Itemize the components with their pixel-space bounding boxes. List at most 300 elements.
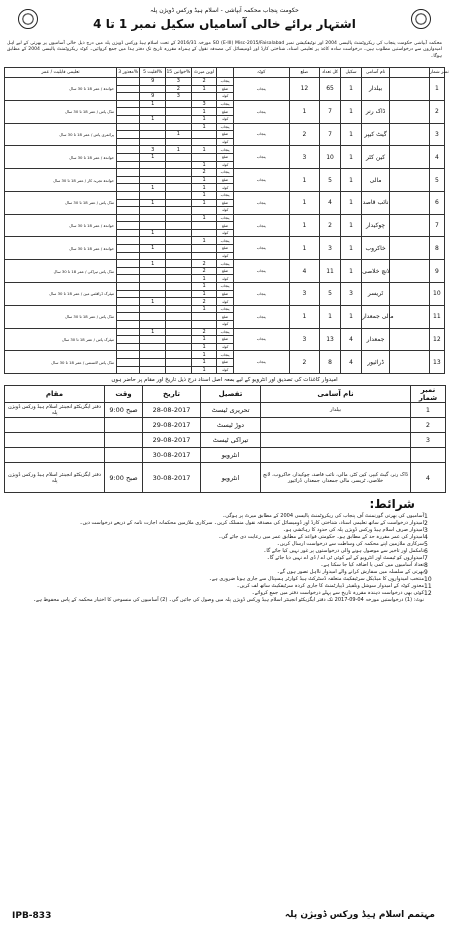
table-cell: 2 [289, 123, 319, 146]
col-disabled: معذور 3% [117, 68, 140, 78]
table-cell [117, 214, 140, 222]
table-cell [140, 290, 166, 298]
table-cell [191, 321, 217, 329]
table-cell: کوٹہ [217, 252, 233, 260]
table-cell: 1 [191, 351, 217, 359]
table-cell [140, 207, 166, 215]
table-cell: 1 [191, 191, 217, 199]
table-cell: 1 [191, 176, 217, 184]
schedule-cell-time: صبح 9:00 [105, 463, 143, 493]
table-cell [140, 237, 166, 245]
schedule-cell-post [261, 448, 411, 463]
table-cell [390, 305, 430, 328]
page-title: اشتہار برائے خالی آسامیاں سکیل نمبر 1 تا 4 [93, 17, 356, 31]
table-cell: 11 [429, 305, 444, 328]
table-cell: پنجاب [217, 214, 233, 222]
table-cell [117, 351, 140, 359]
table-cell: 1 [191, 305, 217, 313]
schedule-cell-date: 28-08-2017 [143, 403, 201, 418]
table-cell [166, 123, 192, 131]
table-cell: 1 [191, 199, 217, 207]
table-cell [166, 290, 192, 298]
table-cell: پنجاب [233, 100, 289, 123]
col-women: خواتین 15% [166, 68, 192, 78]
condition-text: معذور کوٹہ کے امیدوار سوشل ویلفیئر ڈیپارٹمنٹ کا جاری کردہ سرٹیفکیٹ ساتھ لف کریں۔ [236, 583, 424, 590]
table-cell: 9 [429, 260, 444, 283]
table-cell: کوٹہ [217, 321, 233, 329]
table-cell [117, 252, 140, 260]
table-cell: 1 [289, 100, 319, 123]
condition-text: بھرتی کے سلسلہ میں سفارش کرانے والے امیدوار نااہل تصور ہوں گے۔ [276, 569, 424, 576]
table-cell [117, 267, 140, 275]
table-cell: پنجاب [233, 237, 289, 260]
condition-number: 1 [424, 513, 428, 521]
table-cell: 1 [341, 78, 362, 101]
table-cell [390, 237, 430, 260]
table-cell [166, 267, 192, 275]
table-cell [117, 93, 140, 101]
condition-number: 12 [424, 590, 432, 598]
table-cell: کوٹہ [217, 343, 233, 351]
col-scale: سکیل [341, 68, 362, 78]
table-cell [191, 313, 217, 321]
schedule-cell-place: دفتر ایگزیکٹو انجینئر اسلام ہیڈ ورکس ڈویژن پلہ [5, 463, 105, 493]
table-cell: 3 [289, 146, 319, 169]
table-cell [117, 275, 140, 283]
header-line: حکومت پنجاب محکمہ آبپاشی - اسلام ہیڈ ورکس ڈویژن پلہ [150, 7, 299, 14]
table-cell: پنجاب [233, 123, 289, 146]
table-cell [117, 290, 140, 298]
table-cell: 4 [289, 260, 319, 283]
table-cell [140, 169, 166, 177]
table-cell: 1 [191, 146, 217, 154]
table-cell: 4 [429, 146, 444, 169]
table-cell [166, 358, 192, 366]
condition-number [424, 597, 442, 604]
ad-code: IPB-833 [12, 911, 52, 921]
table-cell [166, 138, 192, 146]
condition-text: امیدوار کی عمر مقررہ حد کے مطابق ہو۔ حکومتی قواعد کے مطابق عمر میں رعایت دی جائے گی۔ [218, 534, 424, 541]
table-cell: ضلع [217, 358, 233, 366]
table-cell [140, 123, 166, 131]
table-cell [166, 237, 192, 245]
table-cell [117, 199, 140, 207]
table-cell: 12 [289, 78, 319, 101]
col-part [217, 68, 233, 78]
table-cell [166, 153, 192, 161]
table-cell [191, 138, 217, 146]
table-cell: ضلع [217, 245, 233, 253]
schedule-row [5, 463, 446, 493]
condition-text: امیدوار درخواست کے ساتھ تعلیمی اسناد، شناختی کارڈ اور ڈومیسائل کی مصدقہ نقول منسلک کریں۔ سرکاری ملازمین محکمانہ اجازت نامہ کے ذریعے درخواست دیں۔ [79, 520, 424, 527]
table-cell: 1 [341, 146, 362, 169]
col-total: کل تعداد [320, 68, 341, 78]
table-cell: 3 [166, 78, 192, 86]
table-cell [117, 358, 140, 366]
table-cell [390, 100, 430, 123]
schedule-cell-post [261, 433, 411, 448]
table-cell [117, 169, 140, 177]
table-cell [390, 123, 430, 146]
table-cell [166, 328, 192, 336]
table-cell [117, 237, 140, 245]
condition-text: امیدوار صرف اسلام ہیڈ ورکس ڈویژن پلہ کی حدود کا رہائشی ہو۔ [283, 527, 424, 534]
table-cell: خاکروب [362, 237, 390, 260]
table-cell: 1 [140, 245, 166, 253]
schedule-cell-post [261, 418, 411, 433]
table-cell [140, 283, 166, 291]
condition-number: 2 [424, 520, 428, 528]
table-cell: لانچ خلاصی [362, 260, 390, 283]
table-cell [166, 169, 192, 177]
table-cell [117, 131, 140, 139]
table-cell [166, 115, 192, 123]
advertisement-page [4, 3, 449, 927]
condition-item [4, 583, 445, 590]
table-cell: 5 [320, 169, 341, 192]
table-cell: گیٹ کیپر [362, 123, 390, 146]
table-cell: 1 [191, 237, 217, 245]
table-cell: 1 [140, 328, 166, 336]
schedule-cell-date: 30-08-2017 [143, 463, 201, 493]
table-cell: ضلع [217, 267, 233, 275]
table-cell: 10 [320, 146, 341, 169]
table-cell: ٹریسر [362, 283, 390, 306]
table-cell: کوٹہ [217, 207, 233, 215]
table-cell: پنجاب [217, 123, 233, 131]
table-cell [117, 283, 140, 291]
schedule-cell-date: 29-08-2017 [143, 418, 201, 433]
table-cell: پنجاب [217, 169, 233, 177]
table-cell: 3 [140, 146, 166, 154]
table-cell [140, 176, 166, 184]
table-cell [140, 313, 166, 321]
table-cell: 10 [429, 283, 444, 306]
schedule-cell-sn: 1 [411, 403, 446, 418]
schedule-cell-detail: دوڑ ٹیسٹ [201, 418, 261, 433]
condition-number: 11 [424, 583, 432, 591]
table-cell: 3 [289, 328, 319, 351]
table-cell: ضلع [217, 313, 233, 321]
table-cell: 1 [191, 161, 217, 169]
condition-text: کوئی بھی درخواست دہندہ مقررہ تاریخ سے پہلے درخواست دفتر میں جمع کروائے۔ [251, 590, 424, 597]
table-cell: مڈل پاس تیراکی / عمر 18 تا 30 سال [5, 260, 117, 283]
schedule-cell-place [5, 418, 105, 433]
table-row [5, 100, 445, 108]
table-cell: 1 [140, 199, 166, 207]
table-cell: 1 [341, 260, 362, 283]
schedule-row [5, 418, 446, 433]
table-cell: 2 [429, 100, 444, 123]
table-cell: مڈل پاس / عمر 18 تا 30 سال [5, 305, 117, 328]
schedule-cell-place: دفتر ایگزیکٹو انجینئر اسلام ہیڈ ورکس ڈویژن پلہ [5, 403, 105, 418]
table-cell [117, 85, 140, 93]
table-row [5, 214, 445, 222]
condition-item [4, 576, 445, 583]
table-cell [117, 108, 140, 116]
table-cell: 9 [140, 93, 166, 101]
table-cell: 3 [191, 100, 217, 108]
table-cell [390, 214, 430, 237]
table-cell [140, 343, 166, 351]
table-cell [117, 328, 140, 336]
punjab-seal-icon [411, 9, 431, 29]
table-cell: کوٹہ [217, 184, 233, 192]
table-cell [166, 366, 192, 374]
table-cell [117, 313, 140, 321]
table-cell: 1 [140, 229, 166, 237]
table-cell: 3 [341, 283, 362, 306]
table-cell: 1 [341, 123, 362, 146]
table-cell: مالی جمعدار [362, 305, 390, 328]
table-cell: ضلع [217, 153, 233, 161]
table-cell [166, 108, 192, 116]
table-cell [166, 191, 192, 199]
condition-text: منتخب امیدواروں کا میڈیکل سرٹیفکیٹ متعلقہ ڈسٹرکٹ ہیڈ کوارٹر ہسپتال سے جاری ہونا ضروری ہے۔ [208, 576, 424, 583]
table-cell: 7 [320, 100, 341, 123]
table-cell: 1 [289, 191, 319, 214]
table-cell: 1 [289, 237, 319, 260]
vacancy-table [4, 67, 449, 374]
table-cell [166, 305, 192, 313]
table-cell: 7 [429, 214, 444, 237]
table-cell [166, 214, 192, 222]
col-quota: کوٹہ [233, 68, 289, 78]
col-post-extra [390, 68, 430, 78]
table-cell: جمعدار [362, 328, 390, 351]
table-row [5, 260, 445, 268]
table-cell [191, 252, 217, 260]
table-cell: 5 [429, 169, 444, 192]
table-cell: کوٹہ [217, 93, 233, 101]
table-cell: 8 [429, 237, 444, 260]
table-cell: 6 [429, 191, 444, 214]
table-cell: 1 [140, 153, 166, 161]
table-cell [390, 191, 430, 214]
schedule-cell-detail: تیراکی ٹیسٹ [201, 433, 261, 448]
table-cell: 1 [191, 336, 217, 344]
table-cell [140, 222, 166, 230]
table-cell: 1 [140, 184, 166, 192]
sched-col-detail: تفصیل [201, 386, 261, 403]
schedule-cell-time [105, 448, 143, 463]
table-cell [117, 207, 140, 215]
condition-text: نوٹ: (1) درخواستیں مورخہ 04-09-2017 تک دفتر ایگزیکٹو انجینئر اسلام ہیڈ ورکس ڈویژن پلہ میں وصول کی جائیں گی۔ (2) آسامیوں کی منسوخی کا اختیار محکمہ کے پاس محفوظ ہے۔ [33, 597, 424, 604]
table-cell: 9 [140, 78, 166, 86]
table-cell: پنجاب [233, 146, 289, 169]
table-cell: 3 [166, 93, 192, 101]
condition-number: 7 [424, 555, 428, 563]
table-cell [140, 275, 166, 283]
condition-number: 4 [424, 534, 428, 542]
condition-item [4, 513, 445, 520]
table-cell: 12 [429, 328, 444, 351]
table-cell [191, 229, 217, 237]
schedule-row [5, 448, 446, 463]
condition-number: 5 [424, 541, 428, 549]
table-cell: 1 [166, 146, 192, 154]
table-row [5, 123, 445, 131]
footer [4, 907, 445, 925]
table-cell: 2 [191, 260, 217, 268]
table-cell [117, 336, 140, 344]
table-cell [140, 108, 166, 116]
schedule-row [5, 403, 446, 418]
table-cell: پنجاب [233, 283, 289, 306]
condition-text: تعداد آسامیوں میں کمی یا اضافہ کیا جا سکتا ہے۔ [320, 562, 424, 569]
table-cell [390, 260, 430, 283]
table-cell: 1 [341, 169, 362, 192]
table-cell [166, 176, 192, 184]
table-cell: 3 [429, 123, 444, 146]
sched-col-place: مقام [5, 386, 105, 403]
schedule-cell-place [5, 448, 105, 463]
table-cell [117, 298, 140, 306]
table-cell: 1 [191, 366, 217, 374]
table-cell [191, 222, 217, 230]
table-cell [166, 245, 192, 253]
table-cell [140, 336, 166, 344]
schedule-cell-time [105, 418, 143, 433]
table-cell [390, 328, 430, 351]
table-cell [166, 100, 192, 108]
table-cell: مالی [362, 169, 390, 192]
col-district: ضلع [289, 68, 319, 78]
table-cell [166, 222, 192, 230]
schedule-cell-date: 30-08-2017 [143, 448, 201, 463]
table-cell: 1 [341, 191, 362, 214]
table-cell [166, 275, 192, 283]
table-row [5, 191, 445, 199]
table-cell [117, 222, 140, 230]
table-cell: نائب قاصد [362, 191, 390, 214]
intro-paragraph: محکمہ آبپاشی حکومت پنجاب کی ریکروٹمنٹ پالیسی 2004 اور نوٹیفکیشن نمبر SO (E-III) Misc-2015/Faisalabad مورخہ 2016/31 کے تحت اسلام ہیڈ ورکس ڈویژن پلہ میں درج ذیل خالی آسامیوں پر بھرتی کے لیے اہل امیدواروں سے درخواستیں مطلوب ہیں۔ درخواست سادہ کاغذ پر تعلیمی اسناد، شناختی کارڈ اور ڈومیسائل کی مصدقہ نقول کے ہمراہ مقررہ تاریخ تک دفتر ہذا میں جمع کروائیں۔ کوٹہ ریکروٹمنٹ پالیسی 2004 کے مطابق ہوگا۔ [7, 41, 442, 59]
table-cell: 7 [320, 123, 341, 146]
table-cell: 1 [191, 214, 217, 222]
table-cell: 1 [429, 78, 444, 101]
table-cell [117, 366, 140, 374]
table-row [5, 146, 445, 154]
condition-text: نامکمل اور تاخیر سے موصول ہونے والی درخواستوں پر غور نہیں کیا جائے گا۔ [263, 548, 424, 555]
condition-number: 9 [424, 569, 428, 577]
table-cell: پنجاب [217, 260, 233, 268]
table-cell: مڈل پاس / عمر 18 تا 30 سال [5, 100, 117, 123]
condition-number: 6 [424, 548, 428, 556]
schedule-cell-detail: تحریری ٹیسٹ [201, 403, 261, 418]
table-cell [117, 153, 140, 161]
table-cell: ضلع [217, 336, 233, 344]
schedule-cell-detail: انٹرویو [201, 463, 261, 493]
table-cell: 65 [320, 78, 341, 101]
table-cell: 2 [289, 351, 319, 374]
table-cell [117, 191, 140, 199]
table-cell [117, 138, 140, 146]
table-cell [140, 321, 166, 329]
table-cell [140, 358, 166, 366]
table-row [5, 78, 445, 86]
table-cell [140, 131, 166, 139]
table-cell: 3 [289, 283, 319, 306]
table-cell: مڈل پاس لائسنس / عمر 18 تا 30 سال [5, 351, 117, 374]
table-cell [166, 199, 192, 207]
table-cell [191, 207, 217, 215]
sched-col-post: نام آسامی [261, 386, 411, 403]
table-cell: کوٹہ [217, 366, 233, 374]
table-row [5, 305, 445, 313]
table-cell: پرائمری پاس / عمر 18 تا 30 سال [5, 123, 117, 146]
table-cell [140, 138, 166, 146]
table-cell [140, 366, 166, 374]
table-cell: خواندہ / عمر 18 تا 30 سال [5, 146, 117, 169]
schedule-cell-sn [411, 448, 446, 463]
schedule-cell-sn: 4 [411, 463, 446, 493]
table-cell: پنجاب [233, 328, 289, 351]
schedule-cell-sn: 3 [411, 433, 446, 448]
table-cell: 1 [140, 298, 166, 306]
table-cell: 1 [289, 214, 319, 237]
sched-col-serial: نمبر شمار [411, 386, 446, 403]
table-cell [140, 267, 166, 275]
table-cell: ضلع [217, 290, 233, 298]
table-cell: 8 [320, 351, 341, 374]
schedule-table [4, 385, 446, 493]
condition-item [4, 597, 445, 604]
table-cell: پنجاب [217, 305, 233, 313]
table-cell: پنجاب [217, 283, 233, 291]
table-cell: 2 [191, 78, 217, 86]
table-cell: پنجاب [233, 305, 289, 328]
table-cell [117, 321, 140, 329]
table-cell: خواندہ تجربہ کار / عمر 18 تا 30 سال [5, 169, 117, 192]
table-cell: 1 [191, 108, 217, 116]
condition-item [4, 569, 445, 576]
condition-number: 8 [424, 562, 428, 570]
table-cell: چوکیدار [362, 214, 390, 237]
table-cell: ضلع [217, 199, 233, 207]
table-cell [117, 115, 140, 123]
table-cell [166, 321, 192, 329]
table-row [5, 351, 445, 359]
table-cell: پنجاب [217, 191, 233, 199]
table-cell: 1 [140, 115, 166, 123]
table-cell: 1 [191, 290, 217, 298]
table-cell: کوٹہ [217, 229, 233, 237]
table-cell [166, 229, 192, 237]
table-cell [117, 184, 140, 192]
table-cell [166, 161, 192, 169]
table-cell [390, 283, 430, 306]
table-cell: پنجاب [217, 237, 233, 245]
table-cell: 2 [320, 214, 341, 237]
table-row [5, 237, 445, 245]
table-cell: 1 [191, 184, 217, 192]
table-cell [166, 298, 192, 306]
table-cell [117, 146, 140, 154]
table-cell: 1 [341, 305, 362, 328]
table-cell: 1 [191, 115, 217, 123]
table-cell: کوٹہ [217, 275, 233, 283]
condition-number: 3 [424, 527, 428, 535]
table-cell [166, 207, 192, 215]
table-cell: 2 [191, 267, 217, 275]
table-cell: 1 [166, 131, 192, 139]
condition-number: 10 [424, 576, 432, 584]
table-cell: ضلع [217, 108, 233, 116]
table-cell: پنجاب [233, 169, 289, 192]
table-cell [166, 283, 192, 291]
table-cell: 4 [320, 191, 341, 214]
table-cell: خواندہ / عمر 18 تا 30 سال [5, 237, 117, 260]
